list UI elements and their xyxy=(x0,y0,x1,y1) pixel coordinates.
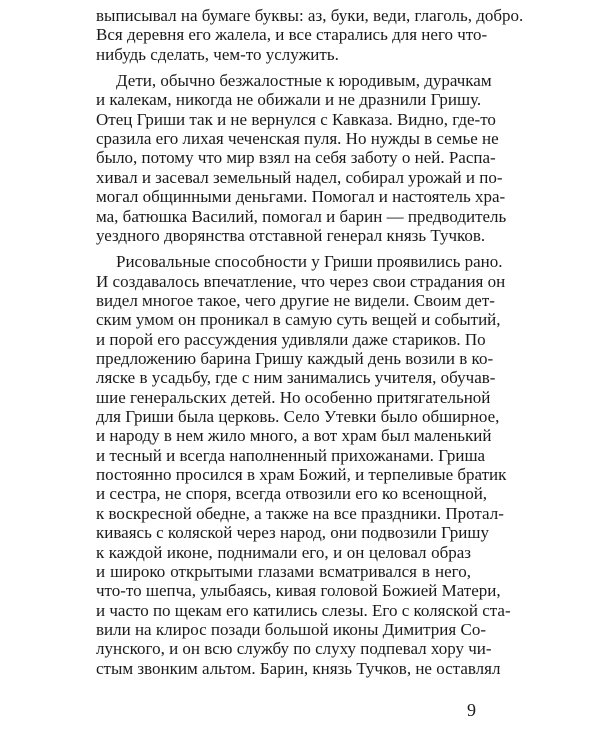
text-line: Отец Гриши так и не вернулся с Кавказа. Видно, где-то xyxy=(96,109,496,129)
text-line: шие генеральских детей. Но особенно притягательной xyxy=(96,387,491,407)
text-line: Рисовальные способности у Гриши проявились рано. xyxy=(116,252,503,272)
text-line: Вся деревня его жалела, и все старались для него что- xyxy=(96,25,488,45)
text-line: постоянно просился в храм Божий, и терпеливые братик xyxy=(96,465,507,485)
text-line: к воскресной обедне, а также на все праздники. Протал- xyxy=(96,503,504,523)
text-line: и народу в нем жило много, а вот храм был маленький xyxy=(96,426,492,446)
text-line: и сестра, не споря, всегда отвозили его ко всенощной, xyxy=(96,484,488,504)
text-line: уездного дворянства отставной генерал князь Тучков. xyxy=(96,225,486,245)
text-line: ма, батюшка Василий, помогал и барин — предводитель xyxy=(96,206,507,226)
page-number: 9 xyxy=(467,700,476,720)
text-line: и калекам, никогда не обижали и не дразнили Гришу. xyxy=(96,90,482,110)
text-line: вили на клирос позади большой иконы Димитрия Со- xyxy=(96,619,486,639)
text-line: Дети, обычно безжалостные к юродивым, дурачкам xyxy=(116,71,492,91)
text-line: стым звонким альтом. Барин, князь Тучков, не оставлял xyxy=(96,658,501,678)
text-line: ским умом он проникал в самую суть вещей и событий, xyxy=(96,310,501,330)
text-line: к каждой иконе, поднимали его, и он целовал образ xyxy=(96,542,471,562)
text-line: и широко открытыми глазами всматривался в него, xyxy=(96,561,471,581)
text-line: и часто по щекам его катились слезы. Его с коляской ста- xyxy=(96,600,511,620)
text-line: ляске в усадьбу, где с ним занимались учителя, обучав- xyxy=(96,368,496,388)
text-line: что-то шепча, улыбаясь, кивая головой Божией Матери, xyxy=(96,581,501,601)
text-line: и тесный и всегда наполненный прихожанами. Гриша xyxy=(96,445,486,465)
text-line: нибудь сделать, чем-то услужить. xyxy=(96,44,339,64)
text-line: было, потому что мир взял на себя заботу о ней. Распа- xyxy=(96,148,496,168)
text-line: предложению барина Гришу каждый день возили в ко- xyxy=(96,349,494,368)
text-line: киваясь с коляской через народ, они подвозили Гришу xyxy=(96,523,489,543)
text-line: выписывал на бумаге буквы: аз, буки, веди, глаголь, добро. xyxy=(96,6,524,25)
text-line: могал общинными деньгами. Помогал и настоятель хра- xyxy=(96,187,506,207)
text-line: лунского, и он всю службу по слуху подпевал хору чи- xyxy=(96,639,492,659)
text-line: И создавалось впечатление, что через свои страдания он xyxy=(96,271,506,291)
text-line: видел многое такое, чего другие не видели. Своим дет- xyxy=(96,290,495,310)
text-line: для Гриши была церковь. Село Утевки было обширное, xyxy=(96,407,500,426)
text-line: хивал и засевал земельный надел, собирал урожай и по- xyxy=(96,167,503,187)
text-line: и порой его рассуждения удивляли даже стариков. По xyxy=(96,329,486,349)
text-line: сразила его лихая чеченская пуля. Но нужды в семье не xyxy=(96,129,499,149)
